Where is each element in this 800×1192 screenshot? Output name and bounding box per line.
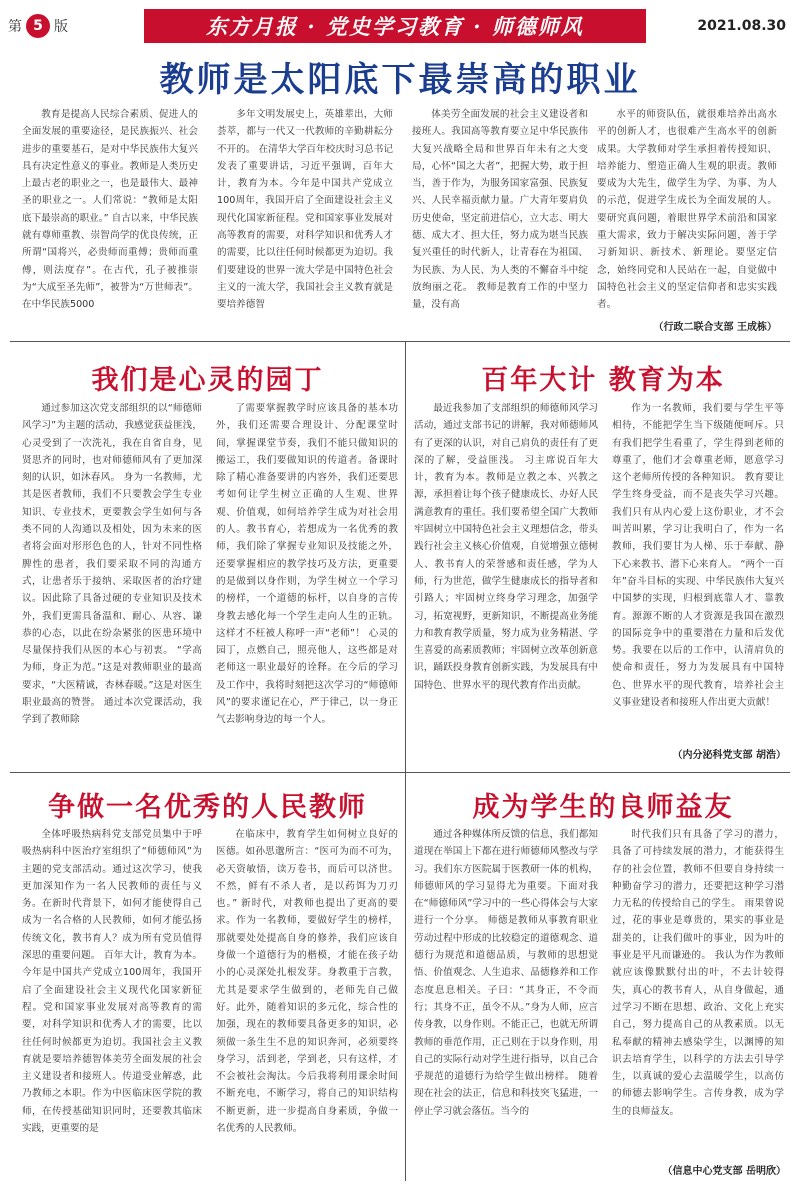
- article1-column-1: 教育是提高人民综合素质、促进人的全面发展的重要途径，是民族振兴、社会进步的重要基石，是对中华民族伟大复兴具有决定性意义的事业。教师是人类历史上最古老的职业之一，也是最伟大、最神圣的职业之一。人们常说：“教师是太阳底下最崇高的职业。” 自古以来，中华民族就有尊师重教、崇智尚学的优良传统，正所谓“国将兴，必贵师而重傅；贵师而重傅，则法度存”。在古代，孔子被推崇为“大成至圣先师”，被誉为“万世师表”。在中华民族5000: [22, 109, 198, 311]
- divider-horizontal-2: [10, 772, 790, 773]
- article1-column-4: 水平的师资队伍，就很难培养出高水平的创新人才，也很难产生高水平的创新成果。大学教师对学生承担着传授知识、培养能力、塑造正确人生观的职责。教师要成为大先生，做学生为学、为事、为人的示范，促进学生成长为全面发展的人。要研究真问题，着眼世界学术前沿和国家重大需求，致力于解决实际问题，善于学习新知识、新技术、新理论。要坚定信念，始终同党和人民站在一起，自觉做中国特色社会主义的坚定信仰者和忠实实践者。: [597, 109, 777, 311]
- article1-signature: （行政二联合支部 王成栋）: [653, 322, 777, 333]
- edition-prefix: 第: [8, 19, 22, 35]
- edition-number-badge: 5: [26, 14, 50, 38]
- article2-title: 我们是心灵的园丁: [91, 365, 324, 396]
- divider-vertical: [405, 341, 406, 1181]
- article4-column-1: 全体呼吸热病科党支部党员集中于呼吸热病科中医治疗室组织了“师德师风”为主题的党支部活动。通过这次学习，使我更加深知作为一名人民教师的责任与义务。在新时代背景下，如何才能使得自己成为一名合格的人民教师，如何才能弘扬传统文化，教书育人？成为所有党员值得深思的重要问题。 百年大计，教育为本。今年是中国共产党成立100周年，我国开启了全面建设社会主义现代化国家新征程。党和国家事业发展对高等教育的需要，对科学知识和优秀人才的需要，比以往任何时候都更为迫切。我国社会主义教育就是要培养德智体美劳全面发展的社会主义建设者和接班人。传道受业解惑，此乃教师之本职。作为中医临床医学院的教师，在传授基础知识同时，还要教其临床实践，更重要的是: [22, 829, 202, 1135]
- article3-signature: （内分泌科党支部 胡浩）: [672, 750, 786, 761]
- divider-horizontal-1: [10, 341, 790, 342]
- article2-column-2: 了需要掌握教学时应该具备的基本功外，我们还需要合理设计、分配课堂时间，掌握课堂节奏，我们不能只做知识的搬运工，我们要做知识的传道者。备课时除了精心准备要讲的内容外，我们还要思考如何让学生树立正确的人生观、世界观、价值观，如何培养学生成为对社会用的人。教书育心，若想成为一名优秀的教师，我们除了掌握专业知识及技能之外，还要掌握相应的教学技巧及方法，更重要的是做到以身作则，为学生树立一个学习的榜样，一个道德的标杆，以自身的言传身教去感化每一个学生走向人生的正轨。这样才不枉被人称呼一声“老师”！ 心灵的园丁，点燃自己，照亮他人，这些都是对老师这一职业最好的诠释。在今后的学习及工作中，我将时刻把这次学习的“师德师风”的要求谨记在心，严于律己，以一身正气去影响身边的每一个人。: [216, 403, 398, 726]
- article1-column-2: 多年文明发展史上，英雄辈出，大师荟萃，都与一代又一代教师的辛勤耕耘分不开的。 在清华大学百年校庆时习总书记发表了重要讲话，习近平强调，百年大计，教育为本。今年是中国共产党成立100周年，我国开启了全面建设社会主义现代化国家新征程。党和国家事业发展对高等教育的需要，对科学知识和优秀人才的需要，比以往任何时候都更为迫切。我们要建设的世界一流大学是中国特色社会主义的一流大学，我国社会主义教育就是要培养德智: [217, 109, 393, 311]
- issue-date: 2021.08.30: [697, 18, 786, 34]
- article3-column-2: 作为一名教师，我们要与学生平等相待，不能把学生当下级随便呵斥。只有我们把学生看重了，学生得到老师的尊重了，他们才会尊重老师，愿意学习这个老师所传授的各种知识。 教育要让学生终身受益，而不是丧失学习兴趣。我们只有从内心爱上这份职业，才不会叫苦叫累，学习让我明白了，作为一名教师，我们要甘为人梯、乐于奉献、静下心来教书、潜下心来育人。 “两个一百年”奋斗目标的实现、中华民族伟大复兴中国梦的实现，归根到底靠人才、靠教育。源源不断的人才资源是我国在激烈的国际竞争中的重要潜在力量和后发优势。我要在以后的工作中，认清肩负的使命和责任，努力为发展具有中国特色、世界水平的现代教育，培养社会主义事业建设者和接班人作出更大贡献！: [612, 403, 784, 709]
- article5-title: 成为学生的良师益友: [472, 792, 734, 823]
- masthead-banner: 东方月报 · 党史学习教育 · 师德师风: [144, 9, 646, 43]
- edition-label: [8, 14, 144, 38]
- page-header: [8, 8, 792, 44]
- article4-title: 争做一名优秀的人民教师: [48, 792, 367, 823]
- article4-column-2: 在临床中，教育学生如何树立良好的医德。如孙思邈所言：“医可为而不可为，必天资敏悟，读万卷书，而后可以济世。不然，鲜有不杀人者，是以药饵为刀刃也。” 新时代，对教师也提出了更高的要求。作为一名教师，要做好学生的榜样，那就要处处提高自身的修养，我们应该自身做一个道德行为的楷模，才能在孩子幼小的心灵深处扎根发芽。身教重于言教，尤其是要求学生做到的，老师先自己做好。此外，随着知识的多元化，综合性的加强，现在的教师要具备更多的知识，必须做一条生生不息的知识奔河，必须要终身学习，活到老，学到老，只有这样，才不会被社会淘汰。今后我将利用课余时间不断充电，不断学习，将自己的知识结构不断更新，进一步提高自身素质，争做一名优秀的人民教师。: [216, 829, 398, 1135]
- article1-title: 教师是太阳底下最崇高的职业: [159, 60, 641, 100]
- article5-column-2: 时代我们只有具备了学习的潜力，具备了可持续发展的潜力，才能获得生存的社会位置，教师不但要自身持续一种勤奋学习的潜力，还要把这种学习潜力无私的传授给自己的学生。 雨果曾说过，花的事业是尊贵的，果实的事业是甜美的，让我们做叶的事业，因为叶的事业是平凡而谦逊的。 我认为作为教师就应该像默默付出的叶，不去计较得失，真心的教书育人，从自身做起，通过学习不断在思想、政治、文化上充实自己，努力提高自己的从教素质。以无私奉献的精神去感染学生，以渊博的知识去培育学生，以科学的方法去引导学生，以真诚的爱心去温暖学生，以高仿的师德去影响学生。言传身教，成为学生的良师益友。: [612, 829, 784, 1117]
- article5-column-1: 通过各种媒体所反馈的信息，我们都知道现在举国上下都在进行师德师风整改与学习。我们东方医院属于医教研一体的机构，师德师风的学习显得尤为重要。下面对我在“师德师风”学习中的一些心得体会与大家进行一个分享。 师德是教师从事教育职业劳动过程中形成的比较稳定的道德观念、道德行为规范和道德品质，与教师的思想觉悟、价值观念、人生追求、品德修养和工作态度息息相关。子曰：“其身正，不令而行；其身不正，虽令不从。”身为人师，应言传身教，以身作则。不能正己，也就无所谓教师的垂范作用，正己则在于以身作则，用自己的实际行动对学生进行指导，以自己合乎规范的道德行为给学生做出榜样。 随着现在社会的法正，信息和科技突飞猛进，一停止学习就会落伍。当今的: [414, 829, 598, 1117]
- article3-title: 百年大计 教育为本: [481, 365, 725, 396]
- article1-column-3: 体美劳全面发展的社会主义建设者和接班人。我国高等教育要立足中华民族伟大复兴战略全局和世界百年未有之大变局，心怀“国之大者”，把握大势，敢于担当，善于作为，为服务国家富强、民族复兴、人民幸福贡献力量。广大青年要肩负历史使命，坚定前进信心，立大志、明大德、成大才、担大任，努力成为堪当民族复兴重任的时代新人，让青春在为祖国、为民族、为人民、为人类的不懈奋斗中绽放绚丽之花。 教师是教育工作的中坚力量，没有高: [412, 109, 588, 311]
- edition-suffix: 版: [54, 19, 68, 35]
- article2-column-1: 通过参加这次党支部组织的以“师德师风学习”为主题的活动，我感觉获益匪浅，心灵受到了一次洗礼，我在自省自身，见贤思齐的同时，也对师德师风有了更加深刻的认识，如沐春风。 身为一名教师，尤其是医者教师，我们不只要教会学生专业知识、专业技术，更要教会学生如何与各类不同的人沟通以及相处，因为未来的医者将会面对形形色色的人，针对不同性格脾性的患者，我们要采取不同的沟通方式，让患者乐于接纳、采取医者的治疗建议。因此除了具备过硬的专业知识及技术外，我们更需具备温和、耐心、从容、谦恭的心态，以此在纷杂紧张的医患环境中尽量保持我们从医的本心与初衷。 “学高为师，身正为范。”这是对教师职业的最高要求，“大医精诚，杏林春暖。”这是对医生职业最高的赞誉。 通过本次党课活动，我学到了教师除: [22, 403, 202, 726]
- article3-column-1: 最近我参加了支部组织的师德师风学习活动，通过支部书记的讲解，我对师德师风有了更深的认识，对自己肩负的责任有了更深的了解，受益匪浅。 习主席说百年大计，教育为本。教师是立教之本、兴教之源，承担着让每个孩子健康成长、办好人民满意教育的重任。我们要希望全国广大教师牢固树立中国特色社会主义理想信念，带头践行社会主义核心价值观，自觉增强立德树人、教书育人的荣誉感和责任感，学为人师，行为世范，做学生健康成长的指导者和引路人；牢固树立终身学习理念，加强学习，拓宽视野，更新知识，不断提高业务能力和教育教学质量，努力成为业务精湛、学生喜爱的高素质教师；牢固树立改革创新意识，踊跃投身教育创新实践，为发展具有中国特色、世界水平的现代教育作出贡献。: [414, 403, 598, 691]
- article5-signature: （信息中心党支部 岳明欣）: [662, 1166, 786, 1177]
